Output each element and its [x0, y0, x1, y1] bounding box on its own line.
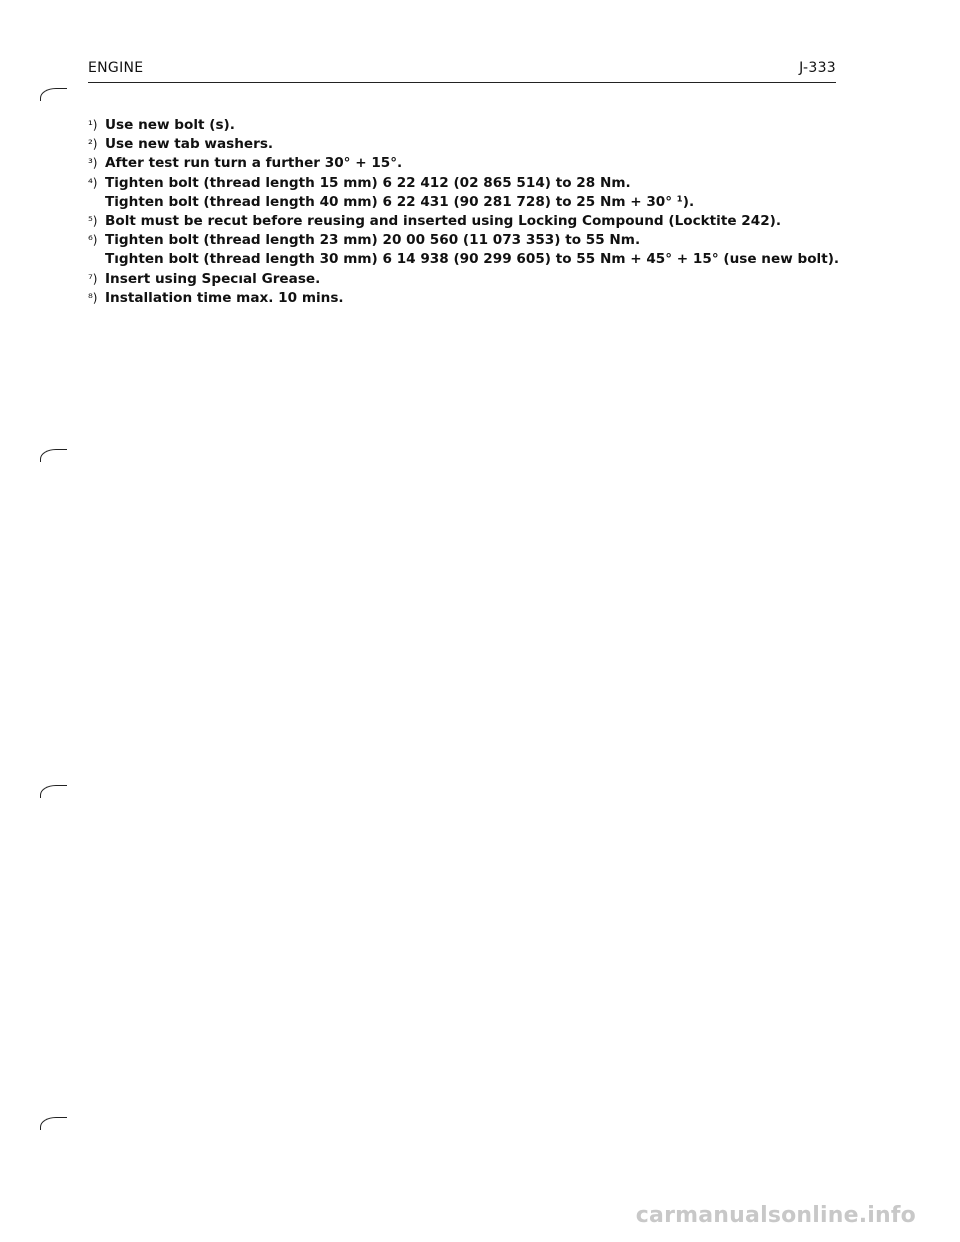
footnote-marker: ¹) — [88, 118, 98, 132]
footnote-text: Tighten bolt (thread length 15 mm) 6 22 412 (02 865 514) to 28 Nm. — [105, 174, 631, 191]
footnote-text: Use new tab washers. — [105, 136, 274, 153]
footnote-4 — [88, 174, 848, 212]
footnote-marker: ⁶) — [88, 233, 98, 248]
footnote-marker: ⁸) — [88, 290, 98, 305]
footnote-marker: ⁴) — [88, 175, 98, 190]
footnote-3 — [88, 154, 848, 173]
section-title: ENGINE — [88, 60, 144, 76]
footnote-text: Tıghten bolt (thread length 30 mm) 6 14 938 (90 299 605) to 55 Nm + 45° + 15° (use new bolt). — [105, 251, 840, 268]
footnote-text: Installation time max. 10 mins. — [105, 289, 344, 306]
footnote-5 — [88, 212, 848, 231]
binder-hole-mark — [40, 88, 67, 101]
footnote-text: Insert using Specıal Grease. — [105, 270, 321, 287]
watermark: carmanualsonline.info — [635, 1203, 916, 1228]
footnote-6 — [88, 231, 848, 269]
binder-hole-mark — [40, 785, 67, 798]
page-number: J-333 — [799, 60, 836, 76]
footnote-1 — [88, 116, 848, 135]
footnote-marker: ⁵) — [88, 214, 98, 229]
footnote-8 — [88, 289, 848, 308]
footnote-7 — [88, 270, 848, 289]
footnote-marker: ³) — [88, 156, 98, 171]
footnote-text: Tighten bolt (thread length 40 mm) 6 22 431 (90 281 728) to 25 Nm + 30° ¹). — [105, 193, 695, 210]
footnote-2 — [88, 135, 848, 154]
binder-hole-mark — [40, 449, 67, 462]
footnote-marker: ²) — [88, 137, 98, 152]
footnote-text: After test run turn a further 30° + 15°. — [105, 155, 403, 172]
binder-hole-mark — [40, 1117, 67, 1130]
page-header — [88, 60, 836, 83]
footnote-list — [88, 116, 848, 308]
footnote-text: Tighten bolt (thread length 23 mm) 20 00 560 (11 073 353) to 55 Nm. — [105, 232, 641, 249]
footnote-marker: ⁷) — [88, 271, 98, 286]
footnote-text: Bolt must be recut before reusing and inserted using Locking Compound (Locktite 242). — [105, 213, 782, 230]
footnote-text: Use new bolt (s). — [105, 117, 235, 133]
